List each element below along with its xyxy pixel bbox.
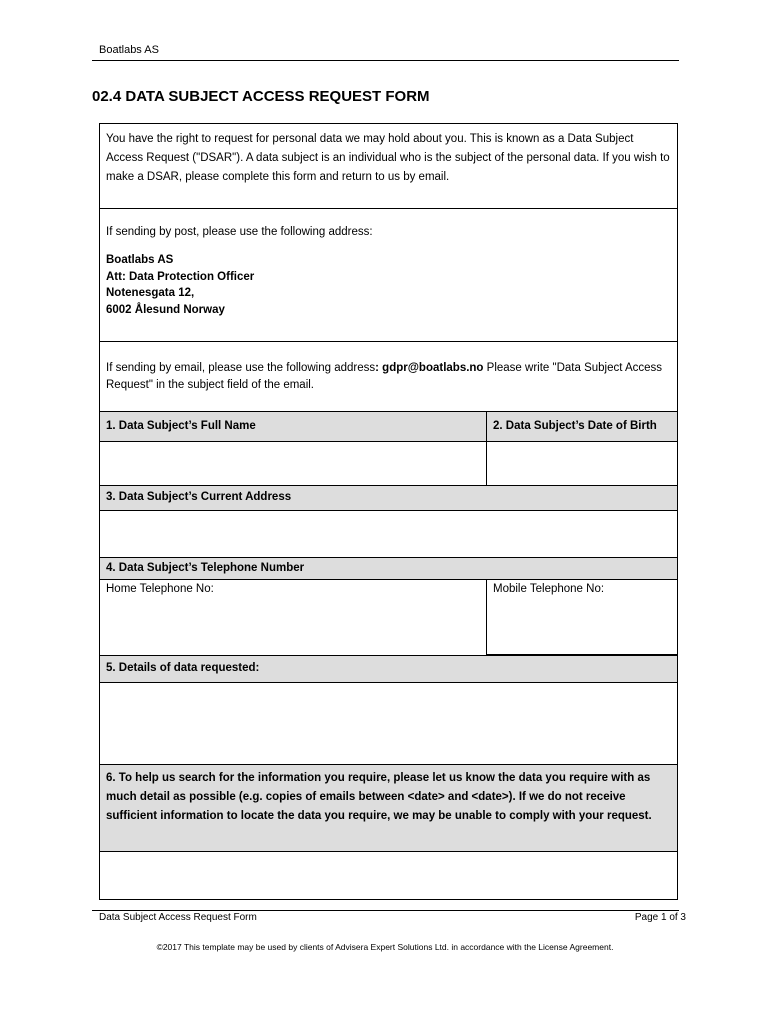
footer-divider: [92, 910, 679, 911]
address-line: Boatlabs AS: [106, 254, 174, 266]
intro-section: [100, 124, 677, 208]
dsar-form: [99, 123, 678, 900]
email-tail: Please write "Data Subject Access Request" in the subject field of the email.: [106, 362, 663, 391]
post-section: [100, 208, 677, 341]
full-name-field[interactable]: [100, 442, 486, 485]
mobile-phone-field[interactable]: [486, 599, 677, 655]
mobile-phone-label-cell: [486, 580, 677, 599]
current-address-field[interactable]: [100, 510, 677, 557]
home-phone-label: Home Telephone No:: [106, 583, 214, 595]
email-text: [100, 342, 677, 393]
home-phone-label-cell: [100, 580, 486, 599]
telephone-input-row: [100, 599, 677, 655]
header-company: Boatlabs AS: [99, 44, 159, 56]
email-section: [100, 341, 677, 411]
mobile-phone-label: Mobile Telephone No:: [493, 583, 605, 595]
email-lead: If sending by email, please use the following address: [106, 362, 376, 374]
telephone-label: 4. Data Subject’s Telephone Number: [106, 562, 305, 574]
email-address: : gdpr@boatlabs.no: [375, 362, 484, 374]
dob-field[interactable]: [486, 442, 677, 485]
full-name-label-cell: [100, 412, 486, 441]
post-lead: If sending by post, please use the following address:: [106, 226, 373, 238]
details-label-row: [100, 655, 677, 682]
page-title: 02.4 DATA SUBJECT ACCESS REQUEST FORM: [92, 88, 430, 105]
post-address: [100, 252, 677, 318]
telephone-sublabel-row: [100, 579, 677, 599]
current-address-label: 3. Data Subject’s Current Address: [106, 491, 292, 503]
help-label-row: [100, 764, 677, 851]
home-phone-field[interactable]: [100, 599, 486, 655]
details-label: 5. Details of data requested:: [106, 662, 260, 674]
footer-copyright: ©2017 This template may be used by clients of Advisera Expert Solutions Ltd. in accordance with the License Agreement.: [156, 942, 614, 952]
telephone-label-row: [100, 557, 677, 579]
details-field[interactable]: [100, 682, 677, 764]
address-line: Notenesgata 12,: [106, 287, 195, 299]
address-line: Att: Data Protection Officer: [106, 270, 255, 283]
footer-page-number: Page 1 of 3: [634, 912, 686, 923]
header-divider: [92, 60, 679, 61]
name-dob-input-row: [100, 441, 677, 485]
help-label: 6. To help us search for the information you require, please let us know the data you require with as much detail as possible (e.g. copies of emails between <date> and <date>). If we do not receive sufficient information to locate the data you require, we may be unable to comply with your request.: [106, 772, 652, 822]
dob-label-cell: [486, 412, 677, 441]
address-line: 6002 Ålesund Norway: [106, 303, 225, 316]
footer-document-name: Data Subject Access Request Form: [99, 912, 257, 923]
intro-text: You have the right to request for personal data we may hold about you. This is known as a Data Subject Access Request ("DSAR"). A data subject is an individual who is the subject of the personal data. If you wish to make a DSAR, please complete this form and return to us by email.: [106, 133, 670, 183]
address-label-row: [100, 485, 677, 510]
dob-label: 2. Data Subject’s Date of Birth: [493, 420, 657, 432]
help-field[interactable]: [100, 851, 677, 899]
name-dob-label-row: [100, 411, 677, 441]
full-name-label: 1. Data Subject’s Full Name: [106, 420, 256, 432]
